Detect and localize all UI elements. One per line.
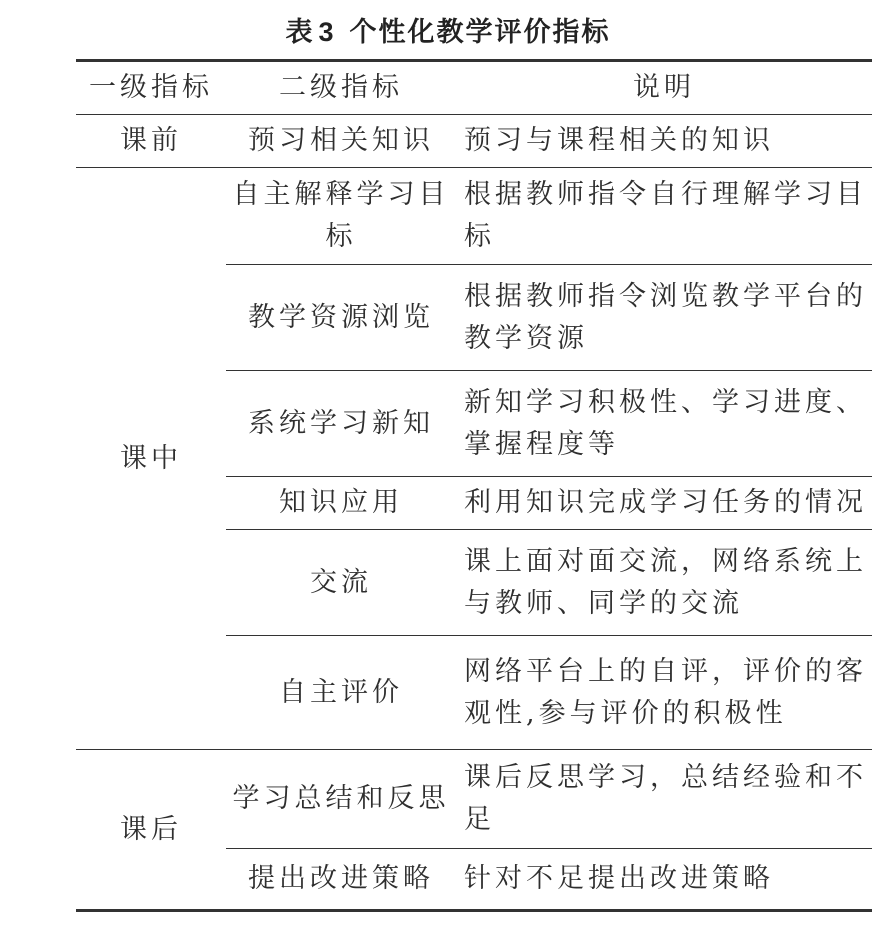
level2-cell: 自主解释学习目标 [226, 168, 456, 265]
description-cell: 根据教师指令浏览教学平台的教学资源 [456, 265, 872, 371]
description-cell: 针对不足提出改进策略 [456, 849, 872, 911]
description-cell: 预习与课程相关的知识 [456, 115, 872, 168]
table-header-row [76, 61, 872, 115]
description-cell: 课上面对面交流，网络系统上与教师、同学的交流 [456, 530, 872, 636]
level2-cell: 交流 [226, 530, 456, 636]
caption-number: 3 [318, 17, 336, 47]
caption-prefix: 表 [285, 17, 315, 48]
level2-cell: 自主评价 [226, 636, 456, 750]
description-cell: 新知学习积极性、学习进度、掌握程度等 [456, 371, 872, 477]
level1-cell: 课后 [76, 750, 226, 911]
table-row [76, 750, 872, 849]
level2-cell: 知识应用 [226, 477, 456, 530]
header-level2: 二级指标 [226, 61, 456, 115]
level2-cell: 教学资源浏览 [226, 265, 456, 371]
description-cell: 网络平台上的自评，评价的客观性,参与评价的积极性 [456, 636, 872, 750]
table-row [76, 115, 872, 168]
level2-cell: 学习总结和反思 [226, 750, 456, 849]
level2-cell: 提出改进策略 [226, 849, 456, 911]
description-cell: 课后反思学习，总结经验和不足 [456, 750, 872, 849]
level1-cell: 课前 [76, 115, 226, 168]
table-caption [0, 10, 896, 49]
level1-cell: 课中 [76, 168, 226, 750]
header-description: 说明 [456, 61, 872, 115]
table-row [76, 168, 872, 265]
header-level1: 一级指标 [76, 61, 226, 115]
caption-title: 个性化教学评价指标 [349, 17, 611, 48]
description-cell: 根据教师指令自行理解学习目标 [456, 168, 872, 265]
level2-cell: 预习相关知识 [226, 115, 456, 168]
description-cell: 利用知识完成学习任务的情况 [456, 477, 872, 530]
level2-cell: 系统学习新知 [226, 371, 456, 477]
evaluation-index-table [76, 59, 872, 912]
